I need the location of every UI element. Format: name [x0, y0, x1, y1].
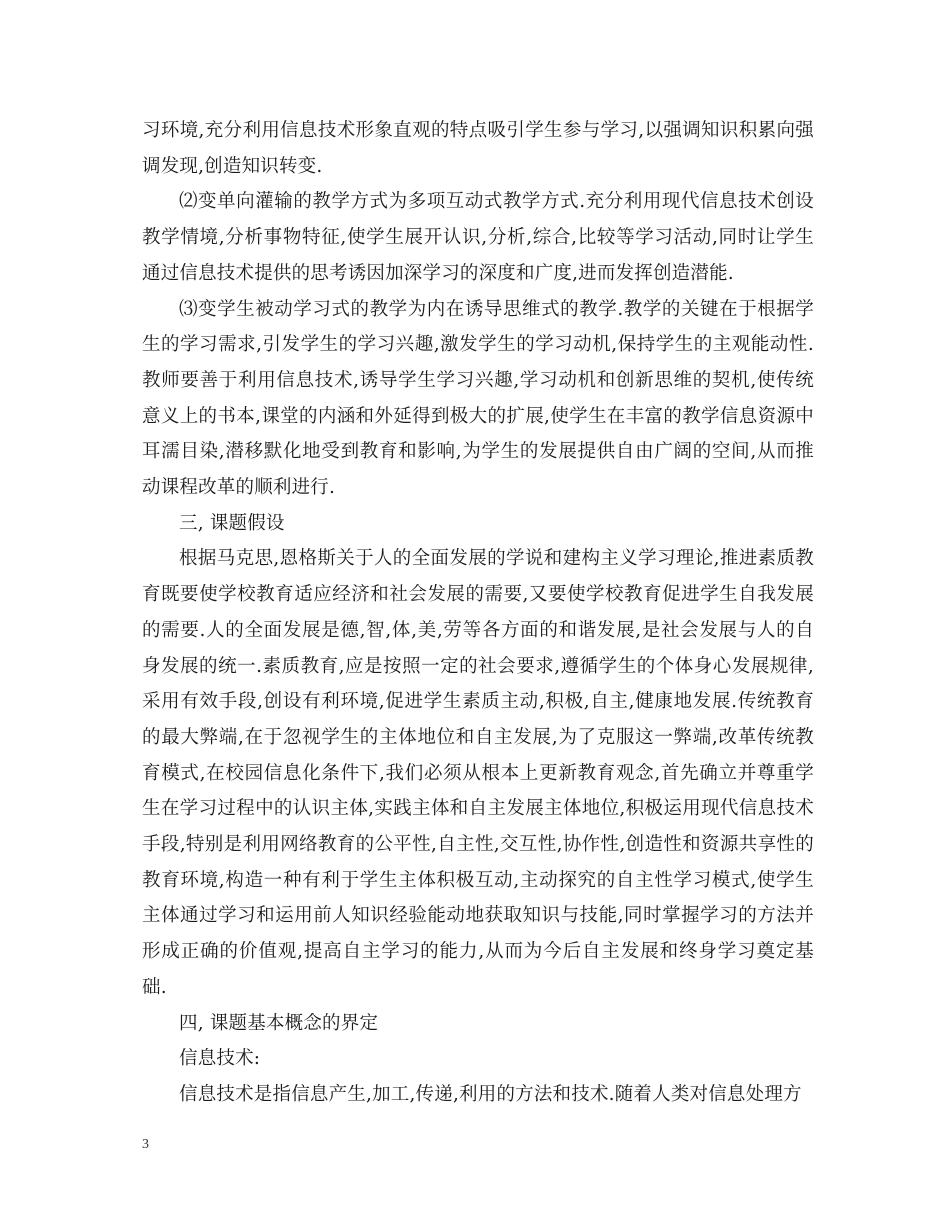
paragraph-item-3: ⑶变学生被动学习式的教学为内在诱导思维式的教学.教学的关键在于根据学生的学习需求,引发学生的学习兴趣,激发学生的学习动机,保持学生的主观能动性.教师要善于利用信息技术,诱导学生学习兴趣,学习动机和创新思维的契机,使传统意义上的书本,课堂的内涵和外延得到极大的扩展,使学生在丰富的教学信息资源中耳濡目染,潜移默化地受到教育和影响,为学生的发展提供自由广阔的空间,从而推动课程改革的顺利进行. — [142, 298, 814, 499]
paragraph-hypothesis: 根据马克思,恩格斯关于人的全面发展的学说和建构主义学习理论,推进素质教育既要使学校教育适应经济和社会发展的需要,又要使学校教育促进学生自我发展的需要.人的全面发展是德,智,体,美,劳等各方面的和谐发展,是社会发展与人的自身发展的统一.素质教育,应是按照一定的社会要求,遵循学生的个体身心发展规律,采用有效手段,创设有利环境,促进学生素质主动,积极,自主,健康地发展.传统教育的最大弊端,在于忽视学生的主体地位和自主发展,为了克服这一弊端,改革传统教育模式,在校园信息化条件下,我们必须从根本上更新教育观念,首先确立并尊重学生在学习过程中的认识主体,实践主体和自主发展主体地位,积极运用现代信息技术手段,特别是利用网络教育的公平性,自主性,交互性,协作性,创造性和资源共享性的教育环境,构造一种有利于学生主体积极互动,主动探究的自主性学习模式,使学生主体通过学习和运用前人知识经验能动地获取知识与技能,同时掌握学习的方法并形成正确的价值观,提高自主学习的能力,从而为今后自主发展和终身学习奠定基础. — [142, 548, 814, 998]
paragraph-continuation: 习环境,充分利用信息技术形象直观的特点吸引学生参与学习,以强调知识积累向强调发现,创造知识转变. — [142, 120, 814, 177]
section-heading-concepts: 四, 课题基本概念的界定 — [179, 1012, 379, 1034]
subheading-info-tech: 信息技术: — [179, 1048, 261, 1070]
paragraph-info-tech: 信息技术是指信息产生,加工,传递,利用的方法和技术.随着人类对信息处理方 — [179, 1083, 802, 1105]
paragraph-item-2: ⑵变单向灌输的教学方式为多项互动式教学方式.充分利用现代信息技术创设教学情境,分析事物特征,使学生展开认识,分析,综合,比较等学习活动,同时让学生通过信息技术提供的思考诱因加深学习的深度和广度,进而发挥创造潜能. — [142, 191, 814, 284]
page-number: 3 — [142, 1137, 149, 1152]
section-heading-hypothesis: 三, 课题假设 — [179, 512, 285, 534]
body-text — [142, 113, 814, 1113]
